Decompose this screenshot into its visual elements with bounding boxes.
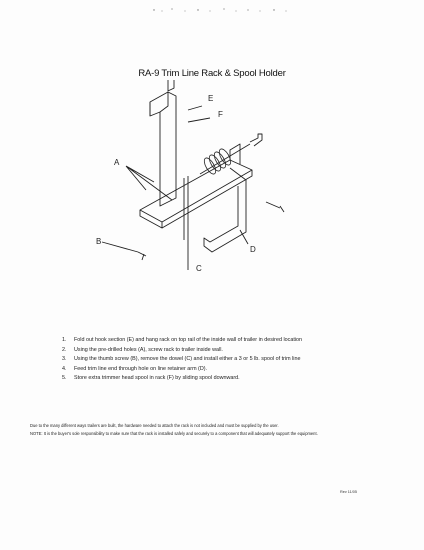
instruction-step: 3. Using the thumb screw (B), remove the dowel (C) and install either a 3 or 5 lb. spool of trim line — [62, 356, 301, 363]
label-a: A — [114, 158, 120, 167]
scan-noise — [150, 6, 290, 14]
instruction-steps — [62, 336, 382, 384]
document-title: RA-9 Trim Line Rack & Spool Holder — [138, 68, 286, 79]
instruction-step: 2. Using the pre-drilled holes (A), screw rack to trailer inside wall. — [62, 346, 223, 353]
instruction-step: 5. Store extra trimmer head spool in rack (F) by sliding spool downward. — [62, 375, 240, 382]
rack-diagram — [80, 80, 320, 280]
hardware-disclaimer: Due to the many different ways trailers are built, the hardware needed to attach the rack is not included and must be supplied by the user. — [30, 423, 279, 428]
rack-base — [140, 160, 252, 222]
loose-screw — [266, 202, 284, 212]
label-f: F — [218, 110, 223, 119]
instruction-step: 1. Fold out hook section (E) and hang rack on top rail of the inside wall of trailer in desired location — [62, 337, 303, 343]
spool — [200, 144, 250, 176]
label-d: D — [250, 245, 256, 254]
label-c: C — [196, 264, 202, 273]
retainer-arm — [204, 168, 246, 252]
instruction-step: 4. Feed trim line end through hole on line retainer arm (D). — [62, 365, 208, 372]
label-e: E — [208, 94, 214, 103]
thumb-screw — [250, 134, 262, 146]
label-b: B — [96, 237, 102, 246]
revision-footer: Rev 11/05 — [340, 490, 358, 494]
small-screw — [138, 252, 146, 260]
hook-plate — [150, 92, 176, 206]
safety-note: NOTE: It is the buyer's sole responsibility to make sure that the rack is installed safely and securely to a component that will adequately support the equipment. — [30, 431, 318, 436]
